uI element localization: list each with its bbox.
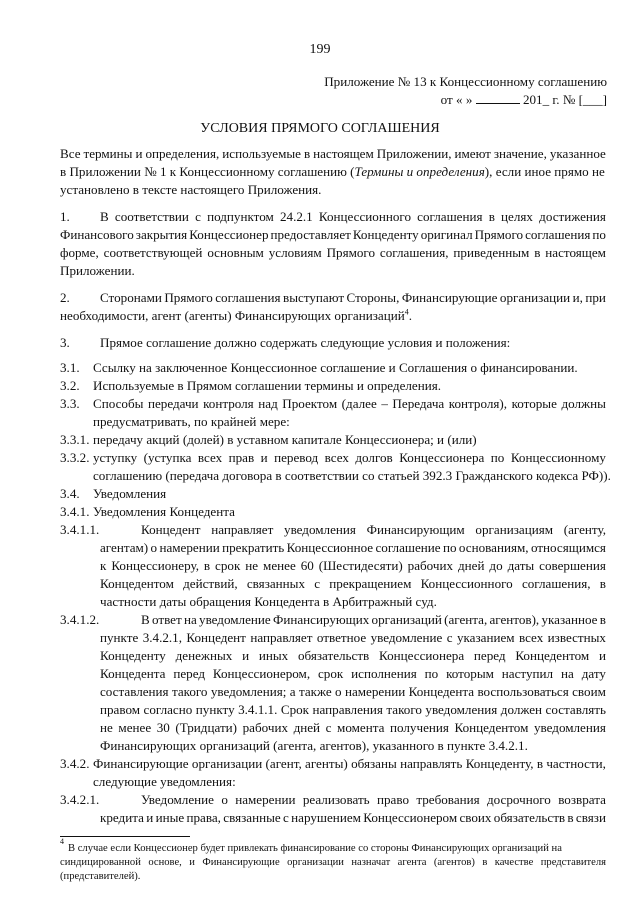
word: качестве: [494, 857, 534, 868]
word: с: [283, 810, 289, 825]
word: уведомления: [284, 522, 356, 537]
word: соглашения: [417, 209, 483, 224]
word: своих: [459, 810, 492, 825]
attachment-reference: Приложение № 13 к Концессионному соглашению: [324, 74, 607, 89]
clause-3-3-number: 3.3.: [60, 396, 80, 411]
word: В: [100, 209, 109, 224]
clause-3-1-number: 3.1.: [60, 360, 80, 375]
word: также: [298, 684, 332, 699]
word: (агента,: [444, 612, 488, 627]
clause-3-4-1-1-line: [100, 540, 606, 555]
clause-3-4-number: 3.4.: [60, 486, 80, 501]
clause-3-4-1-2-line: [100, 702, 606, 717]
word: (Тридцати): [175, 720, 238, 735]
word: (Шестидесяти): [318, 558, 403, 573]
word: действий,: [183, 576, 238, 591]
clause-3-4-heading: Уведомления: [93, 486, 167, 501]
word: Концессионеру,: [111, 558, 199, 573]
word: обязательств: [297, 648, 370, 663]
word: должен: [500, 702, 543, 717]
clause-3-4-1-2-line: Финансирующих организаций (агента, агентов), указанного в пункте 3.4.2.1.: [100, 738, 528, 753]
word: которые: [511, 396, 557, 411]
clause-3-4-1-heading: Уведомления Концедента: [93, 504, 235, 519]
clause-3-3-1-text: передачу акций (долей) в уставном капитале Концессионера; и (или): [93, 432, 477, 447]
word: Концедентом: [515, 648, 590, 663]
word: уступку: [93, 450, 138, 465]
clause-1-line-2: [60, 227, 606, 242]
word: перед: [173, 666, 206, 681]
word: агенты): [305, 756, 348, 771]
clause-2-number: 2.: [60, 290, 70, 305]
clause-3-text: Прямое соглашение должно содержать следующие условия и положения:: [100, 335, 511, 350]
word: частности,: [546, 756, 606, 771]
word: возврата: [558, 792, 606, 807]
word: известных: [547, 630, 606, 645]
word: требования: [416, 792, 480, 807]
word: закрытия: [135, 227, 188, 242]
word: правом: [100, 702, 141, 717]
word: над: [258, 396, 278, 411]
word: указанное: [549, 146, 606, 161]
word: 24.2.1: [279, 209, 313, 224]
word: Концессионному: [510, 450, 606, 465]
word: права,: [186, 810, 221, 825]
word: перед: [473, 648, 506, 663]
word: менее: [118, 720, 152, 735]
word: в: [536, 756, 544, 771]
word: дней: [457, 558, 485, 573]
word: и: [189, 857, 195, 868]
word: соглашения: [215, 290, 281, 305]
word: достижения: [539, 209, 606, 224]
footnote-line-1: [60, 837, 606, 855]
date-from: от « »: [440, 92, 473, 107]
number-blank: [___]: [578, 92, 607, 107]
word: с: [325, 720, 332, 735]
word: настоящем: [545, 245, 606, 260]
word: 3.4.2.1,: [142, 630, 182, 645]
word: и: [135, 146, 143, 161]
word: в: [567, 810, 574, 825]
word: синдицированной: [60, 857, 141, 868]
word: определения,: [145, 146, 220, 161]
word: прекращением: [329, 576, 412, 591]
word: иных: [258, 648, 289, 663]
word: направляет: [250, 630, 313, 645]
word: Концеденту: [352, 227, 419, 242]
clause-3-4-2-1-line-1: [141, 792, 606, 807]
word: оригинал: [420, 227, 473, 242]
footnote-separator: [60, 836, 190, 837]
word: связанных: [246, 576, 306, 591]
word: Финансирующие: [401, 290, 498, 305]
clause-3-3-line-2: предусматривать, по крайней мере:: [93, 414, 290, 429]
word: в: [488, 209, 495, 224]
word: намерении: [235, 792, 296, 807]
word: и: [598, 648, 606, 663]
word: всех: [518, 630, 544, 645]
word: иные: [155, 810, 185, 825]
word: не: [100, 720, 113, 735]
word: соглашения,: [521, 576, 591, 591]
word: а: [289, 684, 296, 699]
word: основе,: [148, 857, 182, 868]
word: соответствии: [114, 209, 189, 224]
word: уведомления;: [210, 684, 287, 699]
word: Концессионером: [363, 810, 458, 825]
word: Приложении,: [376, 146, 452, 161]
word: долгов: [355, 450, 393, 465]
word: составлять: [545, 702, 606, 717]
word: –: [381, 396, 388, 411]
word: ответное: [316, 630, 367, 645]
word: Концессионного: [318, 209, 411, 224]
word: менее: [263, 558, 296, 573]
clause-3-4-1-2-line: [100, 630, 606, 645]
clause-3-3-line-1: [93, 396, 606, 411]
footnote-mark: 4: [60, 837, 64, 846]
clause-3-3-2-number: 3.3.2.: [60, 450, 90, 465]
word: Прямого: [474, 227, 524, 242]
word: Передача: [392, 396, 445, 411]
word: и,: [572, 290, 583, 305]
clause-3-4-2-line-1: [93, 756, 606, 771]
document-title: УСЛОВИЯ ПРЯМОГО СОГЛАШЕНИЯ: [200, 121, 440, 136]
word: совершения: [539, 558, 606, 573]
word: связи: [575, 810, 606, 825]
word: (агент,: [265, 756, 302, 771]
word: соглашение: [375, 540, 441, 555]
word: контроля: [203, 396, 254, 411]
word: Концедента: [408, 684, 475, 699]
word: форме,: [60, 245, 99, 260]
clause-3-4-1-2-line: [100, 666, 606, 681]
word: (далее: [341, 396, 377, 411]
word: имеют: [454, 146, 491, 161]
word: передачи: [147, 396, 199, 411]
word: Срок: [280, 702, 310, 717]
word: настоящем: [313, 146, 374, 161]
word: используемые: [222, 146, 301, 161]
word: (уступка: [143, 450, 192, 465]
date-blank: [476, 92, 520, 104]
clause-3-4-2-1-number: 3.4.2.1.: [60, 792, 100, 807]
word: с: [446, 630, 453, 645]
word: (агенту,: [563, 522, 606, 537]
word: Проектом: [282, 396, 338, 411]
defined-terms-ref: Термины и определения: [354, 164, 485, 179]
intro-line-1: [60, 146, 606, 161]
word: Концессионного: [420, 576, 513, 591]
word: при: [585, 290, 606, 305]
word: рабочих: [242, 720, 288, 735]
word: по: [490, 450, 505, 465]
word: 60: [300, 558, 314, 573]
clause-1-line-4: Приложении.: [60, 263, 135, 278]
word: соглашения: [525, 227, 591, 242]
word: в: [599, 612, 606, 627]
clause-3-2-number: 3.2.: [60, 378, 80, 393]
word: воспользоваться: [477, 684, 569, 699]
clause-3-3-2-line-1: [93, 450, 606, 465]
word: и: [242, 648, 250, 663]
clause-3-1-text: Ссылку на заключенное Концессионное соглашение и Соглашения о финансировании.: [93, 360, 578, 375]
clause-2-line-1: [100, 290, 606, 305]
word: условиям: [268, 245, 322, 260]
word: в: [599, 576, 606, 591]
word: срок: [318, 666, 344, 681]
word: такого: [386, 702, 422, 717]
word: Финансового: [60, 227, 134, 242]
intro-line-2: в Приложении № 1 к Концессионному соглашению (Термины и определения), если иное прямо не: [60, 164, 605, 179]
word: с: [195, 209, 201, 224]
clause-3-4-1-2-number: 3.4.1.2.: [60, 612, 100, 627]
word: такого: [171, 684, 208, 699]
word: всех: [197, 450, 223, 465]
clause-3-4-1-2-line: [100, 720, 606, 735]
clause-3-4-2-number: 3.4.2.: [60, 756, 90, 771]
word: денежных: [175, 648, 233, 663]
word: связанные: [223, 810, 281, 825]
word: Концедент: [141, 522, 201, 537]
clause-2-line-2: необходимости, агент (агенты) Финансирующих организаций$^4$.: [60, 307, 413, 323]
word: организации: [287, 857, 344, 868]
word: Концедентом: [454, 720, 529, 735]
footnote-ref: 4: [404, 307, 409, 317]
word: 30: [156, 720, 170, 735]
word: которым: [446, 666, 494, 681]
word: соглашения,: [379, 245, 449, 260]
word: 3.4.1.1.: [238, 702, 278, 717]
clause-3-3-1-number: 3.3.1.: [60, 432, 90, 447]
word: выступают: [283, 290, 345, 305]
word: реализовать: [302, 792, 370, 807]
word: намерении: [159, 540, 220, 555]
word: соответствующей: [103, 245, 203, 260]
word: организациям: [475, 522, 554, 537]
word: Концедента: [100, 666, 166, 681]
word: не: [245, 558, 259, 573]
word: Все: [60, 146, 81, 161]
word: на: [183, 612, 197, 627]
clause-3-4-1-1-number: 3.4.1.1.: [60, 522, 100, 537]
word: с: [314, 576, 321, 591]
word: приведенным: [453, 245, 530, 260]
word: досрочного: [487, 792, 551, 807]
word: о: [150, 540, 158, 555]
word: указанием: [456, 630, 515, 645]
word: перевод: [274, 450, 319, 465]
clause-3-number: 3.: [60, 335, 70, 350]
word: направляет: [211, 522, 274, 537]
word: получения: [390, 720, 449, 735]
word: уведомление: [370, 630, 443, 645]
page-number: 199: [309, 42, 331, 57]
word: и: [260, 450, 268, 465]
word: момента: [337, 720, 385, 735]
word: направлять: [400, 756, 463, 771]
word: о: [221, 792, 228, 807]
word: Концеденту,: [465, 756, 534, 771]
word: дней: [293, 720, 321, 735]
clause-1-line-1: [100, 209, 606, 224]
word: прекратить: [222, 540, 285, 555]
word: контроля),: [448, 396, 508, 411]
word: В: [141, 612, 150, 627]
word: нарушением: [291, 810, 361, 825]
word: прав: [228, 450, 255, 465]
word: Концессионером,: [212, 666, 311, 681]
word: Финансирующим: [366, 522, 465, 537]
word: агентов),: [489, 612, 540, 627]
word: целях: [501, 209, 533, 224]
word: Уведомление: [141, 792, 214, 807]
word: направления: [312, 702, 383, 717]
clause-1-number: 1.: [60, 209, 70, 224]
word: своим: [572, 684, 606, 699]
word: уведомления: [533, 720, 606, 735]
word: в: [534, 245, 541, 260]
word: Концедент: [186, 630, 246, 645]
word: срок: [215, 558, 241, 573]
word: о: [335, 684, 342, 699]
word: всех: [324, 450, 349, 465]
word: в: [482, 857, 488, 868]
word: относящимся: [530, 540, 606, 555]
word: основаниям,: [458, 540, 529, 555]
clause-3-4-1-2-line: [100, 648, 606, 663]
word: пункту: [195, 702, 235, 717]
word: ответ: [151, 612, 182, 627]
word: на: [560, 666, 574, 681]
clause-3-4-1-1-line: [100, 576, 606, 591]
word: организаций: [371, 612, 442, 627]
word: Стороны,: [346, 290, 400, 305]
word: рабочих: [407, 558, 454, 573]
word: Концессионера: [399, 450, 485, 465]
clause-3-4-1-number: 3.4.1.: [60, 504, 90, 519]
word: даты: [507, 558, 535, 573]
word: уведомления: [425, 702, 498, 717]
word: Способы: [93, 396, 144, 411]
word: Концессионер: [189, 227, 269, 242]
word: дату: [581, 666, 606, 681]
word: пункте: [100, 630, 139, 645]
word: Концессионера: [379, 648, 465, 663]
word: Концеденту: [100, 648, 166, 663]
word: в: [303, 146, 311, 161]
footnote-line-1-text: 4 В случае если Концессионер будет привлекать финансирование со стороны Финансирующих организаций на: [60, 837, 562, 854]
clause-3-4-1-2-line: [141, 612, 606, 627]
word: назначат: [351, 857, 391, 868]
date-year: 201_ г. №: [522, 92, 576, 107]
word: обязательств: [493, 810, 566, 825]
word: составления: [100, 684, 169, 699]
footnote-line-3: (представителей).: [60, 871, 141, 882]
intro-line-3: установлено в тексте настоящего Приложения.: [60, 182, 322, 197]
footnote-line-2: [60, 856, 606, 869]
word: агентам): [100, 540, 149, 555]
clause-3-4-2-line-2: следующие уведомления:: [93, 774, 236, 789]
word: представителя: [540, 857, 606, 868]
word: Сторонами: [100, 290, 162, 305]
word: термины: [83, 146, 133, 161]
clause-3-4-1-1-line: [100, 558, 606, 573]
word: по: [592, 227, 606, 242]
word: кредита: [100, 810, 144, 825]
word: Финансирующие: [93, 756, 189, 771]
word: Прямого: [326, 245, 376, 260]
clause-3-4-1-1-line: [141, 522, 606, 537]
clause-3-4-1-2-line: [100, 684, 606, 699]
word: предоставляет: [270, 227, 351, 242]
word: уведомление: [199, 612, 271, 627]
attachment-date-line: [441, 92, 607, 107]
word: в: [203, 558, 211, 573]
word: обязаны: [351, 756, 397, 771]
word: организации: [499, 290, 571, 305]
word: Прямого: [164, 290, 213, 305]
clause-3-4-2-1-line-2: [100, 810, 606, 825]
word: Финансирующие: [202, 857, 280, 868]
word: Концессионное: [286, 540, 374, 555]
word: должны: [561, 396, 606, 411]
word: подпунктом: [207, 209, 274, 224]
word: право: [377, 792, 410, 807]
word: указанное: [541, 612, 598, 627]
clause-1-line-3: [60, 245, 606, 260]
clause-3-3-2-line-2: соглашению (передача договора в соответствии со статьей 392.3 Гражданского кодекса РФ)).: [93, 468, 611, 483]
word: по: [424, 666, 439, 681]
word: организации: [191, 756, 263, 771]
word: и: [146, 810, 154, 825]
word: наступил: [501, 666, 554, 681]
word: по: [442, 540, 457, 555]
word: намерении: [344, 684, 406, 699]
word: исполнения: [351, 666, 417, 681]
word: до: [489, 558, 503, 573]
clause-3-2-text: Используемые в Прямом соглашении термины и определения.: [93, 378, 442, 393]
word: основным: [207, 245, 264, 260]
word: согласно: [143, 702, 193, 717]
word: Концедентом: [100, 576, 174, 591]
word: агента: [397, 857, 427, 868]
word: (агентов): [433, 857, 475, 868]
clause-3-4-1-1-line: частности даты обращения Концедента в Арбитражный суд.: [100, 594, 437, 609]
word: к: [100, 558, 107, 573]
word: Финансирующих: [272, 612, 370, 627]
word: значение,: [493, 146, 547, 161]
